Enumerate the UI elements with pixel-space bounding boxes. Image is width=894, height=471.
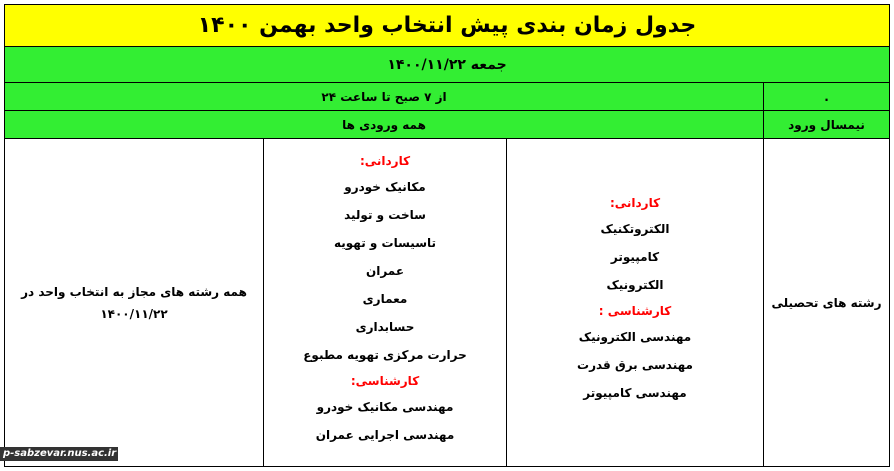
field-item: مهندسی مکانیک خودرو — [316, 400, 454, 414]
karshenasi-heading: کارشناسی: — [350, 374, 420, 388]
all-entries-cell: همه ورودی ها — [4, 111, 764, 139]
field-item: مهندسی اجرایی عمران — [315, 428, 455, 442]
kardani-heading: کاردانی: — [359, 154, 411, 168]
site-watermark: p-sabzevar.nus.ac.ir — [0, 447, 118, 461]
field-item: تاسیسات و تهویه — [333, 236, 437, 250]
field-item: الکترونیک — [606, 278, 664, 292]
time-label-cell: . — [764, 83, 890, 111]
field-item: الکتروتکنیک — [600, 222, 670, 236]
field-item: حرارت مرکزی تهویه مطبوع — [303, 348, 467, 362]
time-range-cell: از ۷ صبح تا ساعت ۲۴ — [4, 83, 764, 111]
field-item: مهندسی الکترونیک — [578, 330, 692, 344]
field-item: حسابداری — [355, 320, 415, 334]
field-item: مهندسی برق قدرت — [577, 358, 693, 372]
field-item: معماری — [362, 292, 408, 306]
note-cell — [4, 139, 264, 467]
field-item: کامپیوتر — [610, 250, 660, 264]
table-title: جدول زمان بندی پیش انتخاب واحد بهمن ۱۴۰۰ — [4, 4, 890, 47]
field-item: عمران — [365, 264, 405, 278]
note-line-2: ۱۴۰۰/۱۱/۲۲ — [100, 306, 168, 321]
date-header: جمعه ۱۴۰۰/۱۱/۲۲ — [4, 47, 890, 83]
note-line-1: همه رشته های مجاز به انتخاب واحد در — [21, 284, 247, 299]
fields-group-b — [264, 139, 507, 467]
fields-label: رشته های تحصیلی — [771, 295, 882, 310]
kardani-heading: کاردانی: — [609, 196, 661, 210]
karshenasi-heading: کارشناسی : — [598, 304, 672, 318]
fields-group-c — [507, 139, 764, 467]
field-item: ساخت و تولید — [344, 208, 426, 222]
fields-label-cell — [764, 139, 890, 467]
field-item: مکانیک خودرو — [344, 180, 426, 194]
entry-semester-label: نیمسال ورود — [764, 111, 890, 139]
schedule-body — [4, 139, 890, 467]
field-item: مهندسی کامپیوتر — [583, 386, 687, 400]
